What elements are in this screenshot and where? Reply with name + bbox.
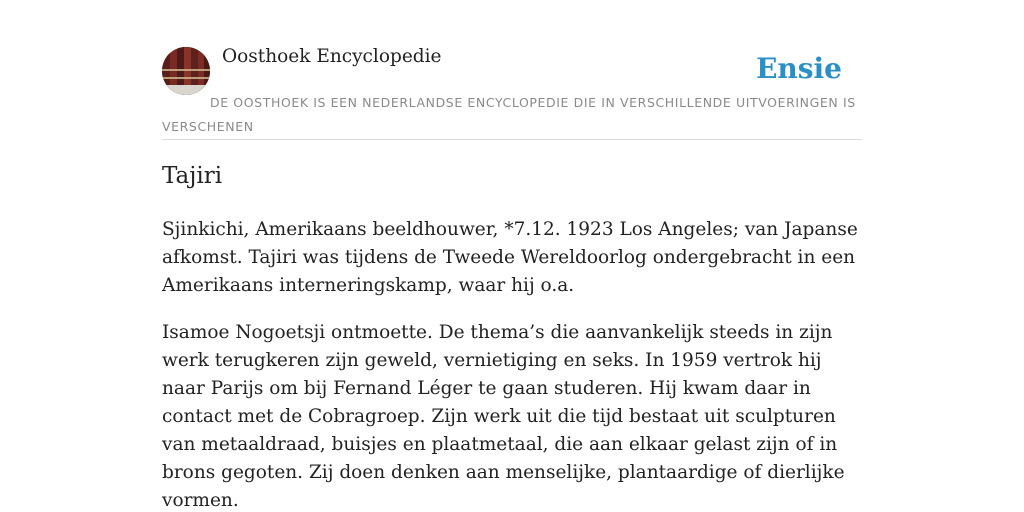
article-title: Tajiri bbox=[162, 163, 223, 189]
header-divider bbox=[162, 139, 862, 140]
brand-logo[interactable]: Ensie bbox=[756, 52, 842, 85]
site-name[interactable]: Oosthoek Encyclopedie bbox=[222, 46, 442, 67]
spine-band bbox=[162, 77, 210, 79]
encyclopedia-books-icon[interactable] bbox=[162, 47, 210, 95]
article-paragraph-2: Isamoe Nogoetsji ontmoette. De thema’s die aanvankelijk steeds in zijn werk terugkeren zijn geweld, vernietiging en seks. In 1959 vertrok hij naar Parijs om bij Fernand Léger te gaan studeren. Hij kwam daar in contact met de Cobragroep. Zijn werk uit die tijd bestaat uit sculpturen van metaaldraad, buisjes en plaatmetaal, die aan elkaar gelast zijn of in brons gegoten. Zij doen denken aan menselijke, plantaardige of dierlijke vormen. bbox=[162, 322, 845, 511]
spine-band bbox=[162, 69, 210, 71]
article-paragraph-1: Sjinkichi, Amerikaans beeldhouwer, *7.12. 1923 Los Angeles; van Japanse afkomst. Tajiri was tijdens de Tweede Wereldoorlog ondergebracht in een Amerikaans interneringskamp, waar hij o.a. bbox=[162, 219, 858, 296]
site-tagline: DE OOSTHOEK IS EEN NEDERLANDSE ENCYCLOPEDIE DIE IN VERSCHILLENDE UITVOERINGEN IS VERSCHENEN bbox=[162, 95, 856, 134]
